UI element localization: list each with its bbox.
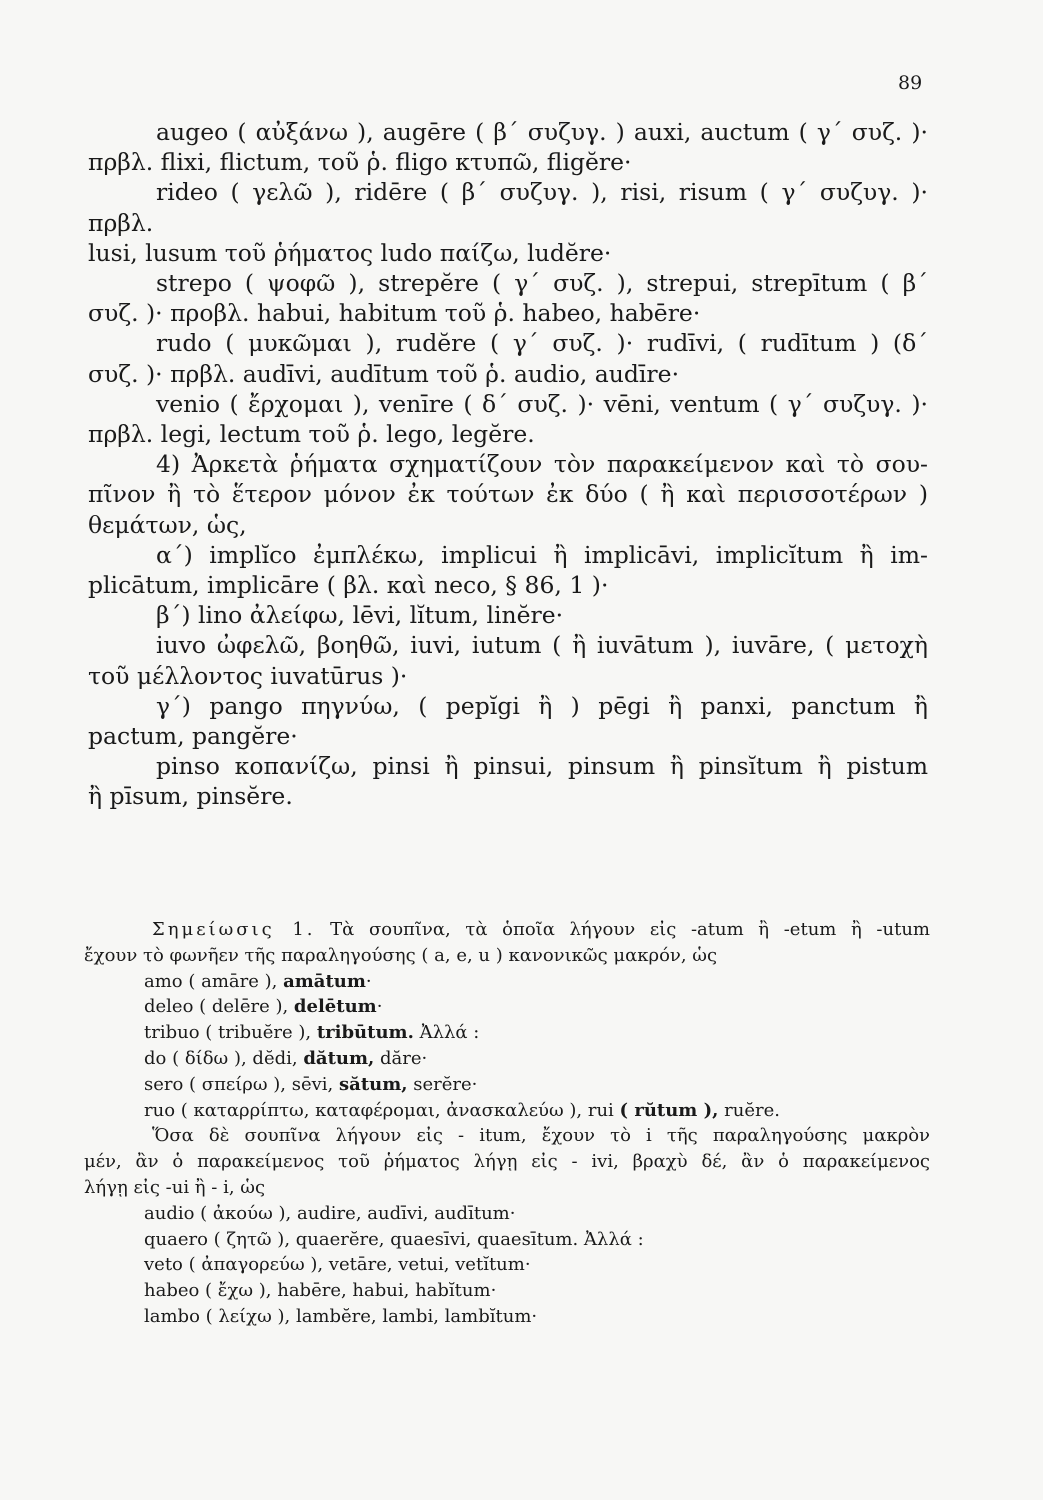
note-line: ἔχουν τὸ φωνῆεν τῆς παραληγούσης ( a, e, u ) κανονικῶς μακρόν, ὡς [84, 944, 718, 966]
text-line: συζ. )· προβλ. habui, habitum τοῦ ῥ. habeo, habēre· [88, 299, 701, 328]
note-heading: Σημείωσις 1. [152, 919, 316, 940]
note-line: μέν, ἂν ὁ παρακείμενος τοῦ ῥήματος λήγῃ εἰς - ivi, βραχὺ δέ, ἂν ὁ παρακείμενος [84, 1151, 930, 1173]
text-line: pactum, pangĕre· [88, 722, 298, 751]
example-line: amo ( amāre ), amātum· [144, 970, 372, 992]
text-line: augeo ( αὐξάνω ), augēre ( β΄ συζυγ. ) auxi, auctum ( γ΄ συζ. )· [156, 118, 928, 146]
text-line: iuvo ὠφελῶ, βοηθῶ, iuvi, iutum ( ἢ iuvātum ), iuvāre, ( μετοχὴ [156, 631, 928, 660]
text-line: ἢ pīsum, pinsĕre. [88, 782, 293, 811]
page-number: 89 [898, 72, 923, 94]
note-line [84, 917, 930, 943]
example-line: tribuo ( tribuĕre ), tribūtum. Ἀλλά : [144, 1022, 480, 1044]
text-line: γ΄) pango πηγνύω, ( pepĭgi ἢ ) pēgi ἢ panxi, panctum ἢ [156, 691, 928, 720]
text-line: θεμάτων, ὡς, [88, 510, 247, 539]
note-line: Ὅσα δὲ σουπῖνα λήγουν εἰς - itum, ἔχουν τὸ i τῆς παραληγούσης μακρὸν [152, 1125, 930, 1147]
example-line: habeo ( ἔχω ), habēre, habui, habĭtum· [144, 1280, 497, 1302]
example-line: veto ( ἀπαγορεύω ), vetāre, vetui, vetĭtum· [144, 1254, 531, 1276]
note-line: λήγῃ εἰς -ui ἢ - i, ὡς [84, 1176, 266, 1198]
text-line: strepo ( ψοφῶ ), strepĕre ( γ΄ συζ. ), strepui, strepītum ( β΄ [156, 269, 928, 298]
text-line: β΄) lino ἀλείφω, lēvi, lĭtum, linĕre· [156, 601, 564, 630]
example-line: lambo ( λείχω ), lambĕre, lambi, lambĭtum· [144, 1305, 538, 1327]
text-line: α΄) implĭco ἐμπλέκω, implicui ἢ implicāvi, implicĭtum ἢ im- [156, 540, 928, 569]
text-line: πρβλ. flixi, flictum, τοῦ ῥ. fligo κτυπῶ, fligĕre· [88, 148, 632, 177]
text-line: venio ( ἔρχομαι ), venīre ( δ΄ συζ. )· vēni, ventum ( γ΄ συζυγ. )· [156, 389, 928, 418]
example-line: audio ( ἀκούω ), audire, audīvi, audītum· [144, 1202, 516, 1224]
text-line: rudo ( μυκῶμαι ), rudĕre ( γ΄ συζ. )· rudīvi, ( rudītum ) (δ΄ [156, 329, 928, 358]
example-line: quaero ( ζητῶ ), quaerĕre, quaesīvi, quaesītum. Ἀλλά : [144, 1228, 644, 1250]
text-line: πῖνον ἢ τὸ ἕτερον μόνον ἐκ τούτων ἐκ δύο ( ἢ καὶ περισσοτέρων ) [88, 480, 928, 509]
text-line: 4) Ἀρκετὰ ῥήματα σχηματίζουν τὸν παρακείμενον καὶ τὸ σου- [156, 450, 928, 479]
text-line: rideo ( γελῶ ), ridēre ( β΄ συζυγ. ), risi, risum ( γ΄ συζυγ. )· πρβλ. [88, 178, 928, 237]
example-line: ruo ( καταρρίπτω, καταφέρομαι, ἀνασκαλεύω ), rui ( rŭtum ), ruĕre. [144, 1099, 780, 1121]
text-line: lusi, lusum τοῦ ῥήματος ludo παίζω, ludĕre· [88, 238, 612, 267]
text-line: πρβλ. legi, lectum τοῦ ῥ. lego, legĕre. [88, 420, 535, 449]
text-line: pinso κοπανίζω, pinsi ἢ pinsui, pinsum ἢ pinsĭtum ἢ pistum [156, 752, 928, 781]
note-text: Τὰ σουπῖνα, τὰ ὁποῖα λήγουν εἰς -atum ἢ -etum ἢ -utum [330, 919, 930, 940]
main-text [88, 117, 928, 812]
example-line: sero ( σπείρω ), sēvi, sătum, serĕre· [144, 1073, 478, 1095]
note-section [84, 917, 930, 1330]
text-line: συζ. )· πρβλ. audīvi, audītum τοῦ ῥ. audio, audīre· [88, 359, 680, 388]
text-line: plicātum, implicāre ( βλ. καὶ neco, § 86, 1 )· [88, 571, 609, 600]
text-line: τοῦ μέλλοντος iuvatūrus )· [88, 661, 408, 690]
example-line: do ( δίδω ), dĕdi, dătum, dăre· [144, 1047, 428, 1069]
example-line: deleo ( delēre ), delētum· [144, 996, 383, 1018]
